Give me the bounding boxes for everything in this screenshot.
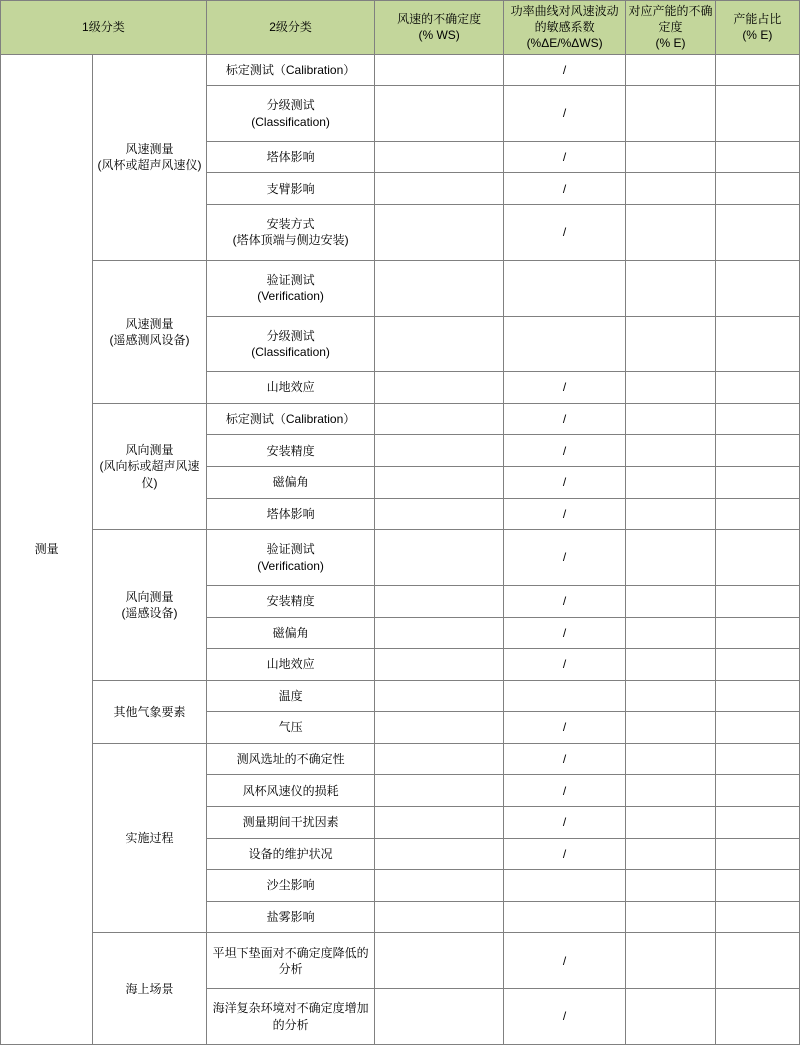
- category-level2-cell: 风向测量 (遥感设备): [93, 530, 206, 681]
- category-level1-cell: 测量: [1, 54, 93, 1044]
- energy-share-cell: [715, 901, 799, 933]
- header-ws-line2: (% WS): [418, 28, 460, 43]
- energy-uncertainty-cell: [626, 86, 715, 142]
- sensitivity-cell: /: [503, 617, 625, 649]
- sensitivity-cell: /: [503, 743, 625, 775]
- sensitivity-cell: /: [503, 205, 625, 261]
- table-row: [1, 680, 800, 712]
- table-row: [1, 743, 800, 775]
- energy-share-cell: [715, 205, 799, 261]
- table-body: [1, 54, 800, 1044]
- energy-share-cell: [715, 649, 799, 681]
- item-name-cell: 测风选址的不确定性: [206, 743, 375, 775]
- sensitivity-cell: /: [503, 807, 625, 839]
- header-sens-line1: 功率曲线对风速波动的敏感系数: [510, 4, 619, 35]
- item-name-cell: 塔体影响: [206, 498, 375, 530]
- energy-uncertainty-cell: [626, 712, 715, 744]
- wind-speed-uncertainty-cell: [375, 743, 503, 775]
- table-row: [1, 933, 800, 989]
- energy-share-cell: [715, 585, 799, 617]
- item-name-cell: 海洋复杂环境对不确定度增加的分析: [206, 989, 375, 1045]
- item-name-cell: 塔体影响: [206, 141, 375, 173]
- energy-share-cell: [715, 743, 799, 775]
- energy-share-cell: [715, 530, 799, 586]
- energy-share-cell: [715, 498, 799, 530]
- header-level2-line1: 2级分类: [269, 20, 312, 35]
- energy-share-cell: [715, 403, 799, 435]
- wind-speed-uncertainty-cell: [375, 86, 503, 142]
- header-cell-energy-share: [715, 1, 799, 55]
- wind-speed-uncertainty-cell: [375, 467, 503, 499]
- wind-speed-uncertainty-cell: [375, 901, 503, 933]
- sensitivity-cell: [503, 316, 625, 372]
- energy-share-cell: [715, 617, 799, 649]
- energy-uncertainty-cell: [626, 775, 715, 807]
- wind-speed-uncertainty-cell: [375, 989, 503, 1045]
- item-name-cell: 安装精度: [206, 585, 375, 617]
- energy-uncertainty-cell: [626, 901, 715, 933]
- header-cell-level2: [206, 1, 375, 55]
- item-name-cell: 标定测试（Calibration）: [206, 54, 375, 86]
- wind-speed-uncertainty-cell: [375, 585, 503, 617]
- item-name-cell: 验证测试 (Verification): [206, 530, 375, 586]
- category-level2-cell: 实施过程: [93, 743, 206, 933]
- energy-uncertainty-cell: [626, 649, 715, 681]
- energy-uncertainty-cell: [626, 467, 715, 499]
- energy-share-cell: [715, 173, 799, 205]
- energy-share-cell: [715, 435, 799, 467]
- sensitivity-cell: [503, 901, 625, 933]
- energy-share-cell: [715, 86, 799, 142]
- header-ep-line2: (% E): [742, 28, 773, 43]
- sensitivity-cell: [503, 260, 625, 316]
- table-row: [1, 530, 800, 586]
- energy-uncertainty-cell: [626, 743, 715, 775]
- item-name-cell: 沙尘影响: [206, 870, 375, 902]
- wind-speed-uncertainty-cell: [375, 870, 503, 902]
- energy-uncertainty-cell: [626, 530, 715, 586]
- wind-speed-uncertainty-cell: [375, 712, 503, 744]
- category-level2-cell: 风速测量 (遥感测风设备): [93, 260, 206, 403]
- sensitivity-cell: /: [503, 649, 625, 681]
- energy-share-cell: [715, 870, 799, 902]
- energy-share-cell: [715, 372, 799, 404]
- wind-speed-uncertainty-cell: [375, 807, 503, 839]
- table-row: [1, 54, 800, 86]
- energy-uncertainty-cell: [626, 372, 715, 404]
- energy-uncertainty-cell: [626, 617, 715, 649]
- energy-share-cell: [715, 933, 799, 989]
- sensitivity-cell: /: [503, 498, 625, 530]
- energy-share-cell: [715, 838, 799, 870]
- item-name-cell: 磁偏角: [206, 467, 375, 499]
- energy-share-cell: [715, 467, 799, 499]
- sensitivity-cell: /: [503, 86, 625, 142]
- item-name-cell: 安装方式 (塔体顶端与侧边安装): [206, 205, 375, 261]
- sensitivity-cell: /: [503, 54, 625, 86]
- wind-speed-uncertainty-cell: [375, 403, 503, 435]
- header-row: [1, 1, 800, 55]
- item-name-cell: 盐雾影响: [206, 901, 375, 933]
- item-name-cell: 温度: [206, 680, 375, 712]
- sensitivity-cell: /: [503, 141, 625, 173]
- header-cell-level1: [1, 1, 207, 55]
- header-sens-line2: (%ΔE/%ΔWS): [526, 36, 603, 51]
- sensitivity-cell: /: [503, 838, 625, 870]
- wind-speed-uncertainty-cell: [375, 530, 503, 586]
- wind-speed-uncertainty-cell: [375, 838, 503, 870]
- energy-share-cell: [715, 989, 799, 1045]
- item-name-cell: 磁偏角: [206, 617, 375, 649]
- header-ep-line1: 产能占比: [733, 12, 782, 27]
- wind-speed-uncertainty-cell: [375, 435, 503, 467]
- energy-uncertainty-cell: [626, 933, 715, 989]
- energy-uncertainty-cell: [626, 141, 715, 173]
- energy-uncertainty-cell: [626, 173, 715, 205]
- energy-share-cell: [715, 54, 799, 86]
- energy-share-cell: [715, 775, 799, 807]
- table-header: [1, 1, 800, 55]
- energy-uncertainty-cell: [626, 870, 715, 902]
- wind-speed-uncertainty-cell: [375, 680, 503, 712]
- sensitivity-cell: [503, 870, 625, 902]
- table-row: [1, 403, 800, 435]
- header-eu-line2: (% E): [655, 36, 686, 51]
- item-name-cell: 平坦下垫面对不确定度降低的分析: [206, 933, 375, 989]
- wind-speed-uncertainty-cell: [375, 141, 503, 173]
- header-cell-sensitivity: [503, 1, 625, 55]
- item-name-cell: 测量期间干扰因素: [206, 807, 375, 839]
- item-name-cell: 分级测试 (Classification): [206, 316, 375, 372]
- energy-uncertainty-cell: [626, 807, 715, 839]
- sensitivity-cell: /: [503, 372, 625, 404]
- item-name-cell: 山地效应: [206, 649, 375, 681]
- energy-share-cell: [715, 141, 799, 173]
- category-level2-cell: 海上场景: [93, 933, 206, 1045]
- category-level2-cell: 风向测量 (风向标或超声风速仪): [93, 403, 206, 529]
- wind-speed-uncertainty-cell: [375, 316, 503, 372]
- energy-uncertainty-cell: [626, 260, 715, 316]
- sensitivity-cell: [503, 680, 625, 712]
- energy-uncertainty-cell: [626, 205, 715, 261]
- header-eu-line1: 对应产能的不确定度: [628, 4, 713, 35]
- wind-speed-uncertainty-cell: [375, 173, 503, 205]
- sensitivity-cell: /: [503, 775, 625, 807]
- item-name-cell: 气压: [206, 712, 375, 744]
- item-name-cell: 设备的维护状况: [206, 838, 375, 870]
- item-name-cell: 安装精度: [206, 435, 375, 467]
- item-name-cell: 验证测试 (Verification): [206, 260, 375, 316]
- category-level2-cell: 其他气象要素: [93, 680, 206, 743]
- sensitivity-cell: /: [503, 530, 625, 586]
- energy-uncertainty-cell: [626, 403, 715, 435]
- header-level1-line1: 1级分类: [82, 20, 125, 35]
- header-cell-energy-uncertainty: [626, 1, 715, 55]
- item-name-cell: 山地效应: [206, 372, 375, 404]
- item-name-cell: 支臂影响: [206, 173, 375, 205]
- sensitivity-cell: /: [503, 585, 625, 617]
- sensitivity-cell: /: [503, 989, 625, 1045]
- sensitivity-cell: /: [503, 435, 625, 467]
- energy-uncertainty-cell: [626, 989, 715, 1045]
- energy-uncertainty-cell: [626, 316, 715, 372]
- item-name-cell: 风杯风速仪的损耗: [206, 775, 375, 807]
- header-cell-wind-speed-uncertainty: [375, 1, 503, 55]
- wind-speed-uncertainty-cell: [375, 933, 503, 989]
- energy-uncertainty-cell: [626, 838, 715, 870]
- wind-speed-uncertainty-cell: [375, 372, 503, 404]
- energy-uncertainty-cell: [626, 435, 715, 467]
- energy-share-cell: [715, 680, 799, 712]
- wind-speed-uncertainty-cell: [375, 498, 503, 530]
- energy-uncertainty-cell: [626, 498, 715, 530]
- energy-share-cell: [715, 316, 799, 372]
- energy-uncertainty-cell: [626, 585, 715, 617]
- item-name-cell: 分级测试 (Classification): [206, 86, 375, 142]
- sensitivity-cell: /: [503, 403, 625, 435]
- sensitivity-cell: /: [503, 712, 625, 744]
- energy-share-cell: [715, 807, 799, 839]
- sensitivity-cell: /: [503, 467, 625, 499]
- energy-share-cell: [715, 260, 799, 316]
- wind-speed-uncertainty-cell: [375, 617, 503, 649]
- table-row: [1, 260, 800, 316]
- sensitivity-cell: /: [503, 933, 625, 989]
- sensitivity-cell: /: [503, 173, 625, 205]
- energy-uncertainty-cell: [626, 54, 715, 86]
- energy-share-cell: [715, 712, 799, 744]
- item-name-cell: 标定测试（Calibration）: [206, 403, 375, 435]
- wind-speed-uncertainty-cell: [375, 775, 503, 807]
- energy-uncertainty-cell: [626, 680, 715, 712]
- wind-speed-uncertainty-cell: [375, 649, 503, 681]
- wind-speed-uncertainty-cell: [375, 54, 503, 86]
- category-level2-cell: 风速测量 (风杯或超声风速仪): [93, 54, 206, 260]
- header-ws-line1: 风速的不确定度: [397, 12, 482, 27]
- wind-speed-uncertainty-cell: [375, 260, 503, 316]
- wind-speed-uncertainty-cell: [375, 205, 503, 261]
